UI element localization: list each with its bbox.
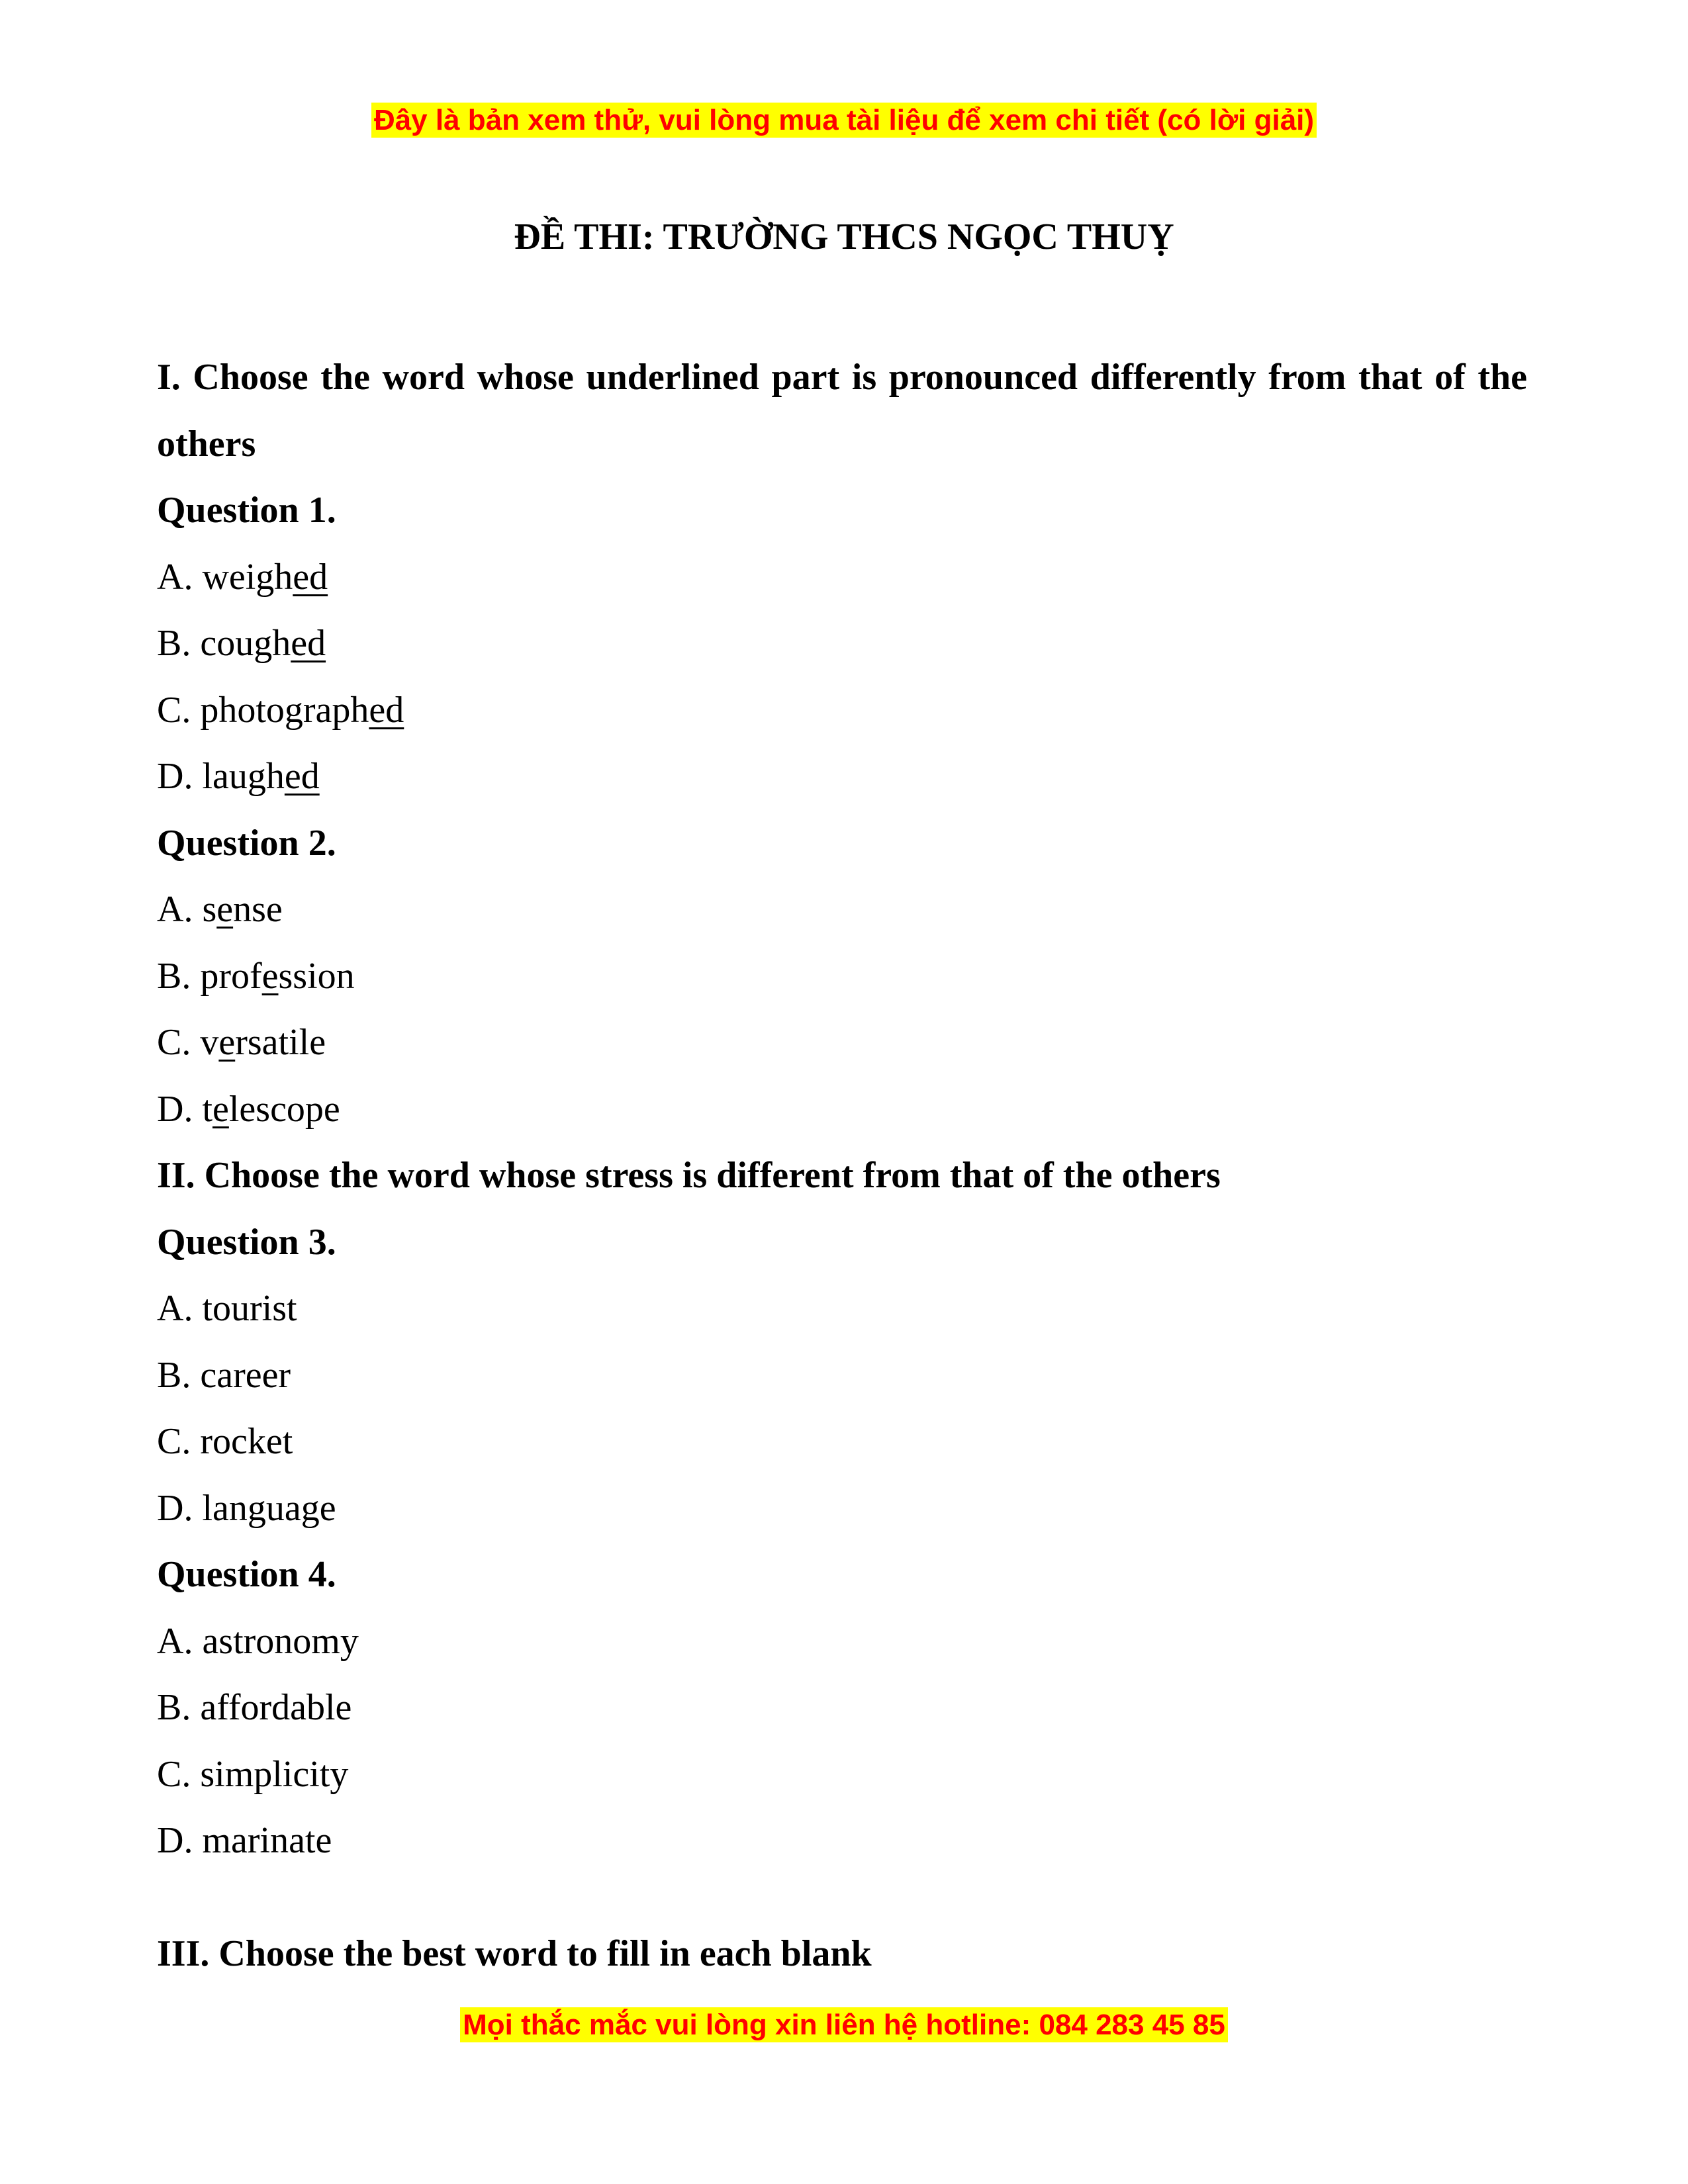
section-2-heading: II. Choose the word whose stress is different from that of the others [157, 1155, 1221, 1196]
question-4-option-b: B. affordable [157, 1687, 352, 1728]
question-1-title: Question 1. [157, 490, 336, 531]
section-3-heading: III. Choose the best word to fill in each blank [157, 1933, 872, 1974]
question-3-option-b: B. career [157, 1354, 291, 1396]
contact-notice-text: Mọi thắc mắc vui lòng xin liên hệ hotline: 084 283 45 85 [460, 2007, 1228, 2042]
question-4-option-d: D. marinate [157, 1820, 332, 1861]
question-1-option-d: D. laughed [157, 756, 320, 797]
section-1-heading: I. Choose the word whose underlined part is pronounced differently from that of the others [157, 357, 1527, 465]
question-1-option-b: B. coughed [157, 623, 326, 664]
preview-notice-banner [0, 99, 1688, 142]
question-2-option-d: D. telescope [157, 1088, 340, 1130]
preview-notice-text: Đây là bản xem thử, vui lòng mua tài liệu để xem chi tiết (có lời giải) [371, 103, 1317, 138]
question-3-title: Question 3. [157, 1221, 336, 1263]
question-2-title: Question 2. [157, 822, 336, 864]
contact-notice-banner [0, 2004, 1688, 2046]
exam-title: ĐỀ THI: TRƯỜNG THCS NGỌC THUỴ [514, 216, 1174, 257]
question-4-title: Question 4. [157, 1554, 336, 1595]
question-4-option-a: A. astronomy [157, 1620, 359, 1662]
section-spacer [157, 1874, 1527, 1921]
question-2-option-b: B. profession [157, 955, 355, 997]
question-4-option-c: C. simplicity [157, 1753, 349, 1795]
question-1-option-a: A. weighed [157, 556, 328, 598]
question-1-option-c: C. photographed [157, 689, 404, 731]
question-2-option-a: A. sense [157, 889, 283, 930]
question-3-option-d: D. language [157, 1487, 336, 1529]
question-3-option-a: A. tourist [157, 1288, 297, 1329]
exam-content [157, 344, 1527, 1987]
question-3-option-c: C. rocket [157, 1421, 293, 1462]
question-2-option-c: C. versatile [157, 1022, 326, 1063]
